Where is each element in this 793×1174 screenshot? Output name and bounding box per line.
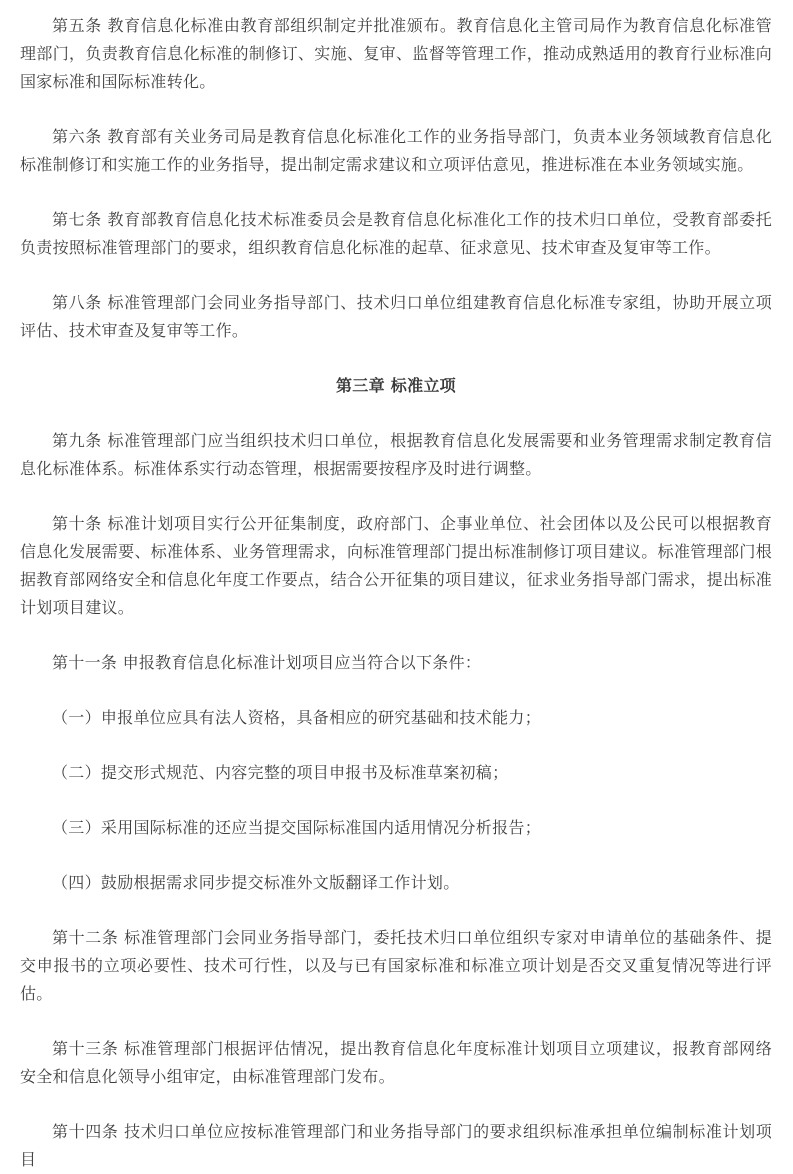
article-paragraph-12: 第十二条 标准管理部门会同业务指导部门，委托技术归口单位组织专家对申请单位的基础条件、提交申报书的立项必要性、技术可行性，以及与已有国家标准和标准立项计划是否交叉重复情况等进行评估。 [20,928,772,1003]
article-paragraph-6: 第六条 教育部有关业务司局是教育信息化标准化工作的业务指导部门，负责本业务领域教育信息化标准制修订和实施工作的业务指导，提出制定需求建议和立项评估意见，推进标准在本业务领域实施。 [20,127,772,174]
article-paragraph-10: 第十条 标准计划项目实行公开征集制度，政府部门、企事业单位、社会团体以及公民可以根据教育信息化发展需要、标准体系、业务管理需求，向标准管理部门提出标准制修订项目建议。标准管理部门根据教育部网络安全和信息化年度工作要点，结合公开征集的项目建议，征求业务指导部门需求，提出标准计划项目建议。 [20,514,772,617]
chapter-heading: 第三章 标准立项 [336,376,456,395]
list-item-4: （四）鼓励根据需求同步提交标准外文版翻译工作计划。 [52,873,460,892]
article-paragraph-13: 第十三条 标准管理部门根据评估情况，提出教育信息化年度标准计划项目立项建议，报教育部网络安全和信息化领导小组审定，由标准管理部门发布。 [20,1039,772,1086]
list-item-1: （一）申报单位应具有法人资格，具备相应的研究基础和技术能力； [52,708,542,727]
article-paragraph-7: 第七条 教育部教育信息化技术标准委员会是教育信息化标准化工作的技术归口单位，受教育部委托负责按照标准管理部门的要求，组织教育信息化标准的起草、征求意见、技术审查及复审等工作。 [20,210,772,257]
article-paragraph-5: 第五条 教育信息化标准由教育部组织制定并批准颁布。教育信息化主管司局作为教育信息化标准管理部门，负责教育信息化标准的制修订、实施、复审、监督等管理工作，推动成熟适用的教育行业标准向国家标准和国际标准转化。 [20,16,772,91]
article-paragraph-11: 第十一条 申报教育信息化标准计划项目应当符合以下条件： [52,653,482,672]
article-paragraph-9: 第九条 标准管理部门应当组织技术归口单位，根据教育信息化发展需要和业务管理需求制定教育信息化标准体系。标准体系实行动态管理，根据需要按程序及时进行调整。 [20,431,772,478]
article-paragraph-14: 第十四条 技术归口单位应按标准管理部门和业务指导部门的要求组织标准承担单位编制标准计划项目 [20,1122,772,1169]
list-item-3: （三）采用国际标准的还应当提交国际标准国内适用情况分析报告； [52,818,542,837]
article-paragraph-8: 第八条 标准管理部门会同业务指导部门、技术归口单位组建教育信息化标准专家组，协助开展立项评估、技术审查及复审等工作。 [20,293,772,340]
list-item-2: （二）提交形式规范、内容完整的项目申报书及标准草案初稿； [52,763,509,782]
